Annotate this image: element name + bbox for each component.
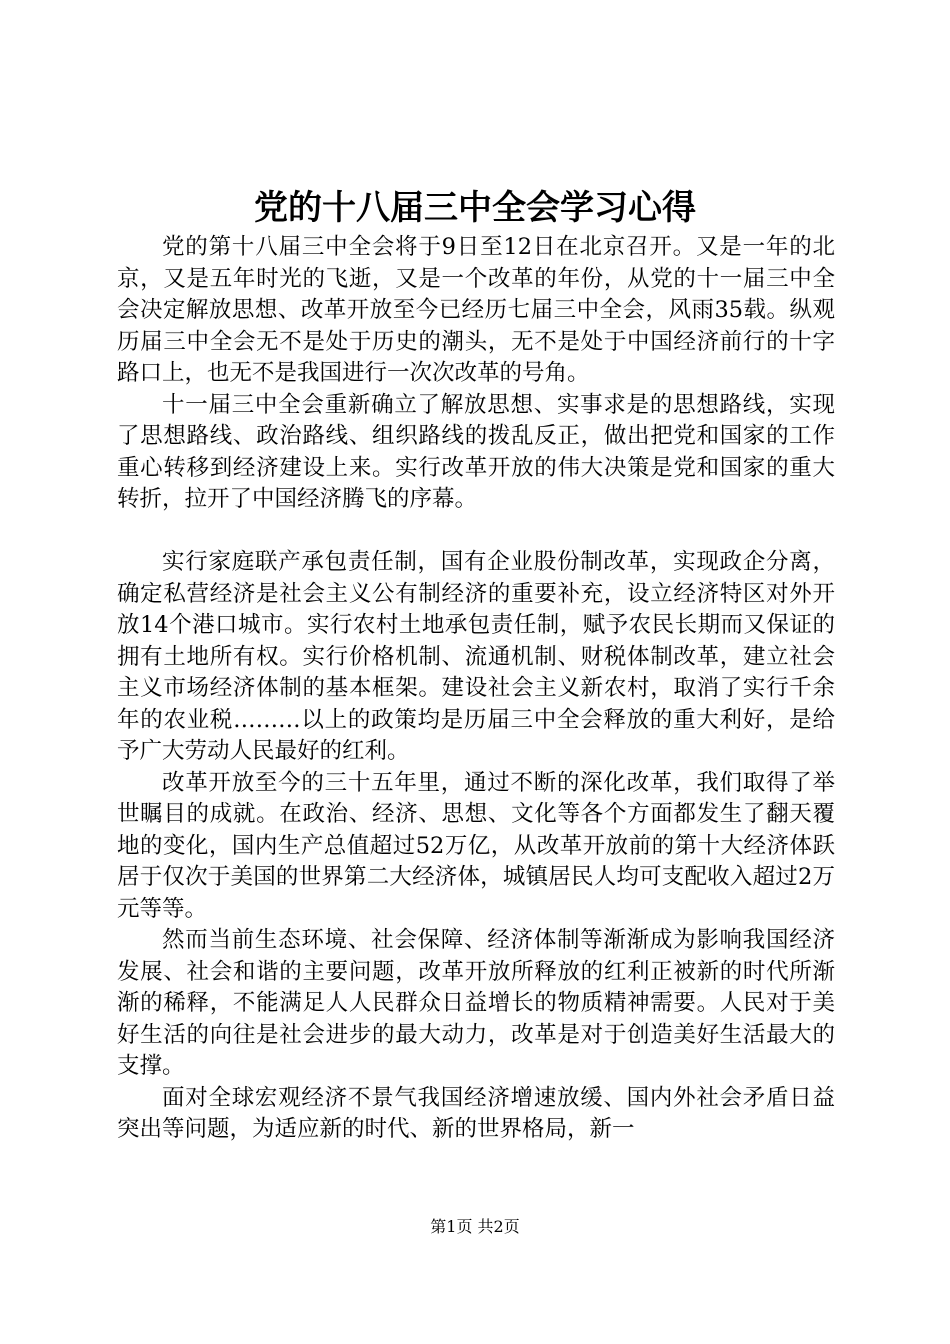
paragraph-3: 实行家庭联产承包责任制，国有企业股份制改革，实现政企分离，确定私营经济是社会主义公有制经济的重要补充，设立经济特区对外开放14个港口城市。实行农村土地承包责任制，赋予农民长期而又保证的拥有土地所有权。实行价格机制、流通机制、财税体制改革，建立社会主义市场经济体制的基本框架。建设社会主义新农村，取消了实行千余年的农业税………以上的政策均是历届三中全会释放的重大利好，是给予广大劳动人民最好的红利。 <box>117 549 835 764</box>
paragraph-spacer <box>117 516 835 548</box>
paragraph-2: 十一届三中全会重新确立了解放思想、实事求是的思想路线，实现了思想路线、政治路线、组织路线的拨乱反正，做出把党和国家的工作重心转移到经济建设上来。实行改革开放的伟大决策是党和国家的重大转折，拉开了中国经济腾飞的序幕。 <box>117 391 835 512</box>
paragraph-1: 党的第十八届三中全会将于9日至12日在北京召开。又是一年的北京，又是五年时光的飞逝，又是一个改革的年份，从党的十一届三中全会决定解放思想、改革开放至今已经历七届三中全会，风雨35载。纵观历届三中全会无不是处于历史的潮头，无不是处于中国经济前行的十字路口上，也无不是我国进行一次次改革的号角。 <box>117 234 835 386</box>
page-footer: 第1页 共2页 <box>430 1217 520 1236</box>
paragraph-4: 改革开放至今的三十五年里，通过不断的深化改革，我们取得了举世瞩目的成就。在政治、经济、思想、文化等各个方面都发生了翻天覆地的变化，国内生产总值超过52万亿，从改革开放前的第十大经济体跃居于仅次于美国的世界第二大经济体，城镇居民人均可支配收入超过2万元等等。 <box>117 769 835 922</box>
document-title: 党的十八届三中全会学习心得 <box>254 188 696 228</box>
paragraph-6: 面对全球宏观经济不景气我国经济增速放缓、国内外社会矛盾日益突出等问题，为适应新的时代、新的世界格局，新一 <box>117 1084 835 1142</box>
document-body <box>117 232 835 1146</box>
paragraph-5: 然而当前生态环境、社会保障、经济体制等渐渐成为影响我国经济发展、社会和谐的主要问题，改革开放所释放的红利正被新的时代所渐渐的稀释，不能满足人人民群众日益增长的物质精神需要。人民对于美好生活的向往是社会进步的最大动力，改革是对于创造美好生活最大的支撑。 <box>117 927 835 1079</box>
